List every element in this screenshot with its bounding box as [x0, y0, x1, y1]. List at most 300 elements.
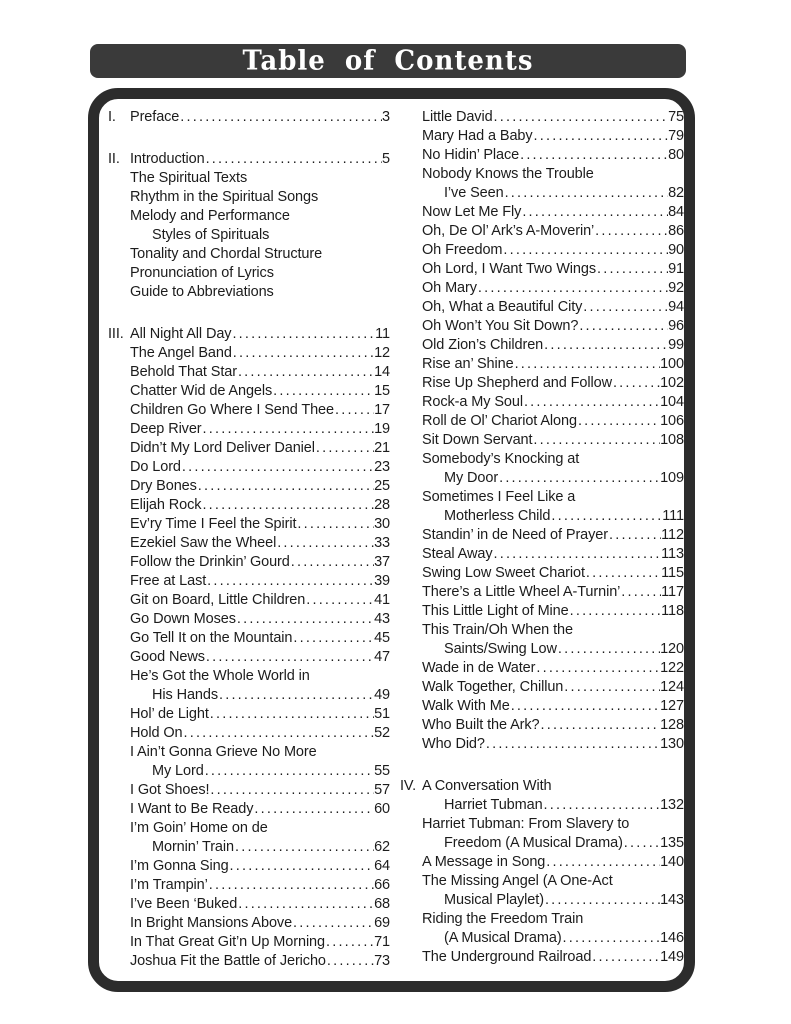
dotted-leader — [620, 583, 661, 602]
dotted-leader — [229, 857, 375, 876]
toc-entry — [400, 602, 684, 621]
toc-entry — [108, 838, 390, 857]
toc-entry — [108, 876, 390, 895]
toc-page-number: 135 — [660, 835, 684, 851]
toc-page-number: 51 — [374, 706, 390, 722]
dotted-leader — [204, 762, 374, 781]
toc-entry — [108, 629, 390, 648]
toc-page-number: 57 — [374, 782, 390, 798]
toc-entry — [400, 929, 684, 948]
toc-entry-title: Musical Playlet) — [444, 892, 544, 908]
toc-entry-title: A Conversation With — [422, 778, 552, 794]
toc-entry — [400, 640, 684, 659]
dotted-leader — [543, 796, 661, 815]
toc-entry-title: Who Built the Ark? — [422, 717, 540, 733]
toc-entry-title: Deep River — [130, 421, 202, 437]
toc-entry — [108, 382, 390, 401]
toc-entry — [400, 146, 684, 165]
page-title: Table of Contents — [242, 45, 534, 77]
toc-entry — [400, 241, 684, 260]
toc-entry — [400, 621, 684, 640]
toc-section-entry — [108, 325, 390, 344]
toc-entry-title: Dry Bones — [130, 478, 197, 494]
toc-entry-title: Rise Up Shepherd and Follow — [422, 375, 612, 391]
toc-entry-title: Guide to Abbreviations — [130, 284, 274, 300]
dotted-leader — [205, 150, 382, 169]
toc-page-number: 49 — [374, 687, 390, 703]
toc-entry-title: Rise an’ Shine — [422, 356, 514, 372]
toc-entry — [108, 610, 390, 629]
toc-entry-title: Joshua Fit the Battle of Jericho — [130, 953, 326, 969]
toc-entry-title: Rock-a My Soul — [422, 394, 523, 410]
toc-entry-title: His Hands — [152, 687, 218, 703]
toc-entry — [108, 857, 390, 876]
toc-entry-title: Roll de Ol’ Chariot Along — [422, 413, 577, 429]
toc-entry — [400, 948, 684, 967]
toc-entry — [108, 895, 390, 914]
dotted-leader — [237, 363, 374, 382]
toc-content-box — [88, 88, 695, 992]
dotted-leader — [582, 298, 668, 317]
toc-entry — [108, 705, 390, 724]
toc-section-entry — [400, 777, 684, 796]
toc-entry-title: Oh Lord, I Want Two Wings — [422, 261, 596, 277]
toc-entry — [400, 815, 684, 834]
toc-entry — [400, 891, 684, 910]
toc-entry-title: Hold On — [130, 725, 183, 741]
toc-entry-title: Sit Down Servant — [422, 432, 533, 448]
toc-entry — [108, 401, 390, 420]
toc-entry-title: Good News — [130, 649, 205, 665]
toc-entry-title: Walk Together, Chillun — [422, 679, 564, 695]
dotted-leader — [532, 431, 660, 450]
toc-entry-title: Standin’ in de Need of Prayer — [422, 527, 608, 543]
toc-entry-title: Riding the Freedom Train — [422, 911, 584, 927]
toc-entry — [108, 188, 390, 207]
dotted-leader — [209, 781, 374, 800]
toc-page-number: 19 — [374, 421, 390, 437]
toc-page-number: 91 — [668, 261, 684, 277]
toc-entry-title: Harriet Tubman — [444, 797, 543, 813]
toc-page-number: 39 — [374, 573, 390, 589]
toc-page-number: 17 — [374, 402, 390, 418]
dotted-leader — [485, 735, 660, 754]
toc-entry-title: Styles of Spirituals — [152, 227, 270, 243]
toc-entry-title: Little David — [422, 109, 493, 125]
toc-entry-title: Oh Mary — [422, 280, 477, 296]
toc-columns — [99, 99, 684, 971]
toc-entry — [400, 834, 684, 853]
dotted-leader — [535, 659, 660, 678]
toc-entry — [108, 648, 390, 667]
dotted-leader — [562, 929, 661, 948]
toc-page-number: 68 — [374, 896, 390, 912]
toc-entry — [108, 743, 390, 762]
toc-entry — [400, 526, 684, 545]
toc-entry — [400, 279, 684, 298]
toc-entry — [108, 169, 390, 188]
toc-entry-title: Now Let Me Fly — [422, 204, 522, 220]
dotted-leader — [523, 393, 660, 412]
toc-entry-title: Rhythm in the Spiritual Songs — [130, 189, 319, 205]
toc-entry — [400, 108, 684, 127]
toc-entry — [400, 853, 684, 872]
toc-page-number: 47 — [374, 649, 390, 665]
toc-entry-title: Git on Board, Little Children — [130, 592, 306, 608]
toc-entry-title: Free at Last — [130, 573, 207, 589]
toc-entry — [108, 819, 390, 838]
toc-page-number: 43 — [374, 611, 390, 627]
dotted-leader — [514, 355, 661, 374]
toc-entry-title: Tonality and Chordal Structure — [130, 246, 323, 262]
toc-page-number: 113 — [661, 546, 684, 562]
toc-entry-title: Steal Away — [422, 546, 493, 562]
dotted-leader — [232, 344, 374, 363]
dotted-leader — [183, 724, 375, 743]
toc-entry-title: Nobody Knows the Trouble — [422, 166, 594, 182]
dotted-leader — [276, 534, 374, 553]
toc-page-number: 64 — [374, 858, 390, 874]
dotted-leader — [544, 891, 660, 910]
toc-entry — [400, 260, 684, 279]
toc-entry-title: Mornin’ Train — [152, 839, 234, 855]
toc-page-number: 100 — [660, 356, 684, 372]
toc-entry — [400, 659, 684, 678]
dotted-leader — [578, 317, 668, 336]
toc-entry — [108, 458, 390, 477]
dotted-leader — [208, 876, 374, 895]
toc-entry-title: Preface — [130, 109, 180, 125]
toc-entry-title: I’m Gonna Sing — [130, 858, 229, 874]
dotted-leader — [181, 458, 374, 477]
dotted-leader — [315, 439, 374, 458]
toc-entry-title: In Bright Mansions Above — [130, 915, 293, 931]
toc-entry — [400, 317, 684, 336]
toc-entry — [400, 564, 684, 583]
dotted-leader — [521, 203, 668, 222]
dotted-leader — [577, 412, 660, 431]
toc-page-number: 15 — [374, 383, 390, 399]
toc-entry-title: The Underground Railroad — [422, 949, 592, 965]
toc-page-number: 62 — [374, 839, 390, 855]
dotted-leader — [334, 401, 374, 420]
toc-page-number: 143 — [660, 892, 684, 908]
toc-entry — [108, 496, 390, 515]
toc-page-number: 149 — [660, 949, 684, 965]
toc-section-entry — [108, 108, 390, 127]
dotted-leader — [533, 127, 669, 146]
toc-entry — [400, 393, 684, 412]
toc-entry — [108, 283, 390, 302]
dotted-leader — [236, 610, 374, 629]
toc-entry — [108, 667, 390, 686]
toc-entry-title: I’m Goin’ Home on de — [130, 820, 268, 836]
toc-page-number: 122 — [660, 660, 684, 676]
toc-page-number: 120 — [660, 641, 684, 657]
toc-entry-title: Go Down Moses — [130, 611, 236, 627]
toc-page-number: 5 — [382, 151, 390, 167]
dotted-leader — [557, 640, 660, 659]
toc-entry-title: Walk With Me — [422, 698, 510, 714]
toc-entry-title: Oh, What a Beautiful City — [422, 299, 583, 315]
toc-page-number: 55 — [374, 763, 390, 779]
dotted-leader — [290, 553, 374, 572]
toc-page-number: 75 — [668, 109, 684, 125]
toc-entry-title: I’ve Been ‘Buked — [130, 896, 238, 912]
toc-page-number: 127 — [660, 698, 684, 714]
toc-entry — [400, 355, 684, 374]
dotted-leader — [550, 507, 662, 526]
toc-page-number: 79 — [668, 128, 684, 144]
toc-entry — [108, 724, 390, 743]
toc-spacer — [400, 754, 684, 777]
toc-entry — [400, 545, 684, 564]
toc-entry — [400, 678, 684, 697]
toc-entry-title: Didn’t My Lord Deliver Daniel — [130, 440, 315, 456]
toc-page-number: 12 — [374, 345, 390, 361]
toc-section-numeral: I. — [108, 109, 116, 125]
toc-entry — [108, 515, 390, 534]
toc-entry-title: Pronunciation of Lyrics — [130, 265, 274, 281]
toc-entry — [400, 583, 684, 602]
dotted-leader — [305, 591, 374, 610]
toc-entry-title: Melody and Performance — [130, 208, 290, 224]
toc-entry — [400, 127, 684, 146]
toc-entry — [400, 735, 684, 754]
toc-entry-title: Introduction — [130, 151, 205, 167]
dotted-leader — [234, 838, 374, 857]
toc-entry — [108, 952, 390, 971]
toc-entry — [108, 800, 390, 819]
toc-page-number: 69 — [374, 915, 390, 931]
toc-column-left — [108, 108, 390, 971]
dotted-leader — [498, 469, 660, 488]
toc-entry — [108, 914, 390, 933]
toc-page-number: 112 — [661, 527, 684, 543]
toc-entry — [108, 245, 390, 264]
toc-page-number: 124 — [660, 679, 684, 695]
toc-entry-title: I Ain’t Gonna Grieve No More — [130, 744, 317, 760]
dotted-leader — [292, 914, 374, 933]
toc-entry — [400, 507, 684, 526]
dotted-leader — [237, 895, 374, 914]
toc-entry — [108, 477, 390, 496]
toc-page-number: 106 — [660, 413, 684, 429]
dotted-leader — [492, 545, 661, 564]
toc-entry-title: Children Go Where I Send Thee — [130, 402, 334, 418]
dotted-leader — [594, 222, 668, 241]
toc-entry — [108, 534, 390, 553]
toc-page-number: 60 — [374, 801, 390, 817]
toc-entry-title: Motherless Child — [444, 508, 551, 524]
toc-entry-title: Oh Freedom — [422, 242, 503, 258]
toc-entry-title: Mary Had a Baby — [422, 128, 533, 144]
toc-entry — [400, 374, 684, 393]
dotted-leader — [563, 678, 660, 697]
dotted-leader — [591, 948, 660, 967]
toc-page-number: 37 — [374, 554, 390, 570]
toc-entry-title: All Night All Day — [130, 326, 232, 342]
toc-column-right — [400, 108, 684, 971]
toc-entry — [108, 686, 390, 705]
toc-page-number: 90 — [668, 242, 684, 258]
toc-page-number: 33 — [374, 535, 390, 551]
toc-entry-title: Saints/Swing Low — [444, 641, 557, 657]
toc-page-number: 117 — [661, 584, 684, 600]
toc-spacer — [108, 127, 390, 150]
dotted-leader — [510, 697, 660, 716]
toc-entry-title: My Door — [444, 470, 499, 486]
toc-entry — [400, 488, 684, 507]
title-banner — [90, 44, 686, 78]
toc-entry — [400, 716, 684, 735]
toc-entry-title: Sometimes I Feel Like a — [422, 489, 576, 505]
toc-page-number: 30 — [374, 516, 390, 532]
toc-entry — [400, 222, 684, 241]
dotted-leader — [296, 515, 374, 534]
dotted-leader — [325, 933, 374, 952]
toc-page-number: 86 — [668, 223, 684, 239]
toc-page-number: 140 — [660, 854, 684, 870]
dotted-leader — [477, 279, 668, 298]
toc-entry-title: The Missing Angel (A One-Act — [422, 873, 613, 889]
dotted-leader — [179, 108, 382, 127]
toc-entry-title: Ev’ry Time I Feel the Spirit — [130, 516, 297, 532]
dotted-leader — [612, 374, 660, 393]
toc-entry — [108, 344, 390, 363]
toc-entry-title: No Hidin’ Place — [422, 147, 520, 163]
toc-entry-title: I’m Trampin’ — [130, 877, 208, 893]
toc-page-number: 82 — [668, 185, 684, 201]
toc-page-number: 94 — [668, 299, 684, 315]
toc-entry-title: There’s a Little Wheel A-Turnin’ — [422, 584, 621, 600]
toc-page-number: 99 — [668, 337, 684, 353]
toc-entry-title: Ezekiel Saw the Wheel — [130, 535, 277, 551]
toc-entry — [108, 264, 390, 283]
toc-entry — [400, 336, 684, 355]
toc-entry-title: Oh Won’t You Sit Down? — [422, 318, 579, 334]
dotted-leader — [209, 705, 374, 724]
toc-page-number: 45 — [374, 630, 390, 646]
toc-page-number: 132 — [660, 797, 684, 813]
toc-page-number: 102 — [660, 375, 684, 391]
toc-page-number: 66 — [374, 877, 390, 893]
toc-page-number: 84 — [668, 204, 684, 220]
toc-entry-title: Freedom (A Musical Drama) — [444, 835, 623, 851]
dotted-leader — [543, 336, 668, 355]
toc-entry — [108, 762, 390, 781]
toc-entry — [108, 781, 390, 800]
toc-entry — [108, 420, 390, 439]
toc-entry-title: The Angel Band — [130, 345, 232, 361]
toc-entry — [400, 469, 684, 488]
dotted-leader — [202, 420, 375, 439]
toc-entry — [400, 796, 684, 815]
dotted-leader — [623, 834, 660, 853]
dotted-leader — [292, 629, 374, 648]
toc-entry-title: Chatter Wid de Angels — [130, 383, 273, 399]
dotted-leader — [545, 853, 660, 872]
dotted-leader — [205, 648, 374, 667]
toc-entry-title: Hol’ de Light — [130, 706, 209, 722]
toc-section-numeral: IV. — [400, 778, 417, 794]
toc-entry-title: Elijah Rock — [130, 497, 202, 513]
toc-entry-title: Old Zion’s Children — [422, 337, 544, 353]
toc-entry — [400, 298, 684, 317]
toc-entry-title: This Little Light of Mine — [422, 603, 569, 619]
toc-page-number: 109 — [660, 470, 684, 486]
toc-entry — [400, 450, 684, 469]
toc-entry — [400, 184, 684, 203]
toc-entry-title: (A Musical Drama) — [444, 930, 562, 946]
toc-entry-title: A Message in Song — [422, 854, 546, 870]
dotted-leader — [519, 146, 668, 165]
dotted-leader — [231, 325, 375, 344]
toc-page-number: 108 — [660, 432, 684, 448]
dotted-leader — [596, 260, 668, 279]
toc-page-number: 28 — [374, 497, 390, 513]
toc-page-number: 111 — [662, 508, 684, 524]
toc-section-numeral: II. — [108, 151, 120, 167]
toc-page-number: 146 — [660, 930, 684, 946]
toc-page-number: 11 — [375, 326, 390, 342]
toc-entry-title: The Spiritual Texts — [130, 170, 248, 186]
toc-page-number: 128 — [660, 717, 684, 733]
dotted-leader — [493, 108, 669, 127]
dotted-leader — [201, 496, 374, 515]
toc-page-number: 41 — [374, 592, 390, 608]
toc-entry — [108, 591, 390, 610]
toc-entry-title: Swing Low Sweet Chariot — [422, 565, 585, 581]
toc-entry-title: My Lord — [152, 763, 204, 779]
toc-page-number: 104 — [660, 394, 684, 410]
toc-entry-title: Harriet Tubman: From Slavery to — [422, 816, 630, 832]
toc-page-number: 21 — [374, 440, 390, 456]
toc-entry — [108, 226, 390, 245]
toc-entry — [400, 697, 684, 716]
toc-entry — [400, 412, 684, 431]
toc-entry-title: I Want to Be Ready — [130, 801, 254, 817]
toc-page-number: 25 — [374, 478, 390, 494]
toc-page-number: 118 — [661, 603, 684, 619]
dotted-leader — [197, 477, 374, 496]
toc-entry — [400, 910, 684, 929]
toc-page-number: 71 — [374, 934, 390, 950]
dotted-leader — [326, 952, 374, 971]
toc-entry — [108, 933, 390, 952]
toc-entry — [108, 363, 390, 382]
dotted-leader — [218, 686, 374, 705]
dotted-leader — [206, 572, 374, 591]
toc-page-number: 92 — [668, 280, 684, 296]
toc-entry-title: He’s Got the Whole World in — [130, 668, 310, 684]
toc-entry-title: I’ve Seen — [444, 185, 504, 201]
toc-page-number: 73 — [374, 953, 390, 969]
toc-entry-title: Do Lord — [130, 459, 181, 475]
toc-entry — [108, 553, 390, 572]
toc-page-number: 115 — [661, 565, 684, 581]
dotted-leader — [569, 602, 662, 621]
toc-section-numeral: III. — [108, 326, 124, 342]
toc-entry — [400, 203, 684, 222]
toc-entry — [400, 431, 684, 450]
dotted-leader — [502, 241, 668, 260]
toc-entry-title: Who Did? — [422, 736, 485, 752]
toc-entry-title: Somebody’s Knocking at — [422, 451, 580, 467]
dotted-leader — [608, 526, 661, 545]
toc-page-number: 130 — [660, 736, 684, 752]
dotted-leader — [272, 382, 374, 401]
